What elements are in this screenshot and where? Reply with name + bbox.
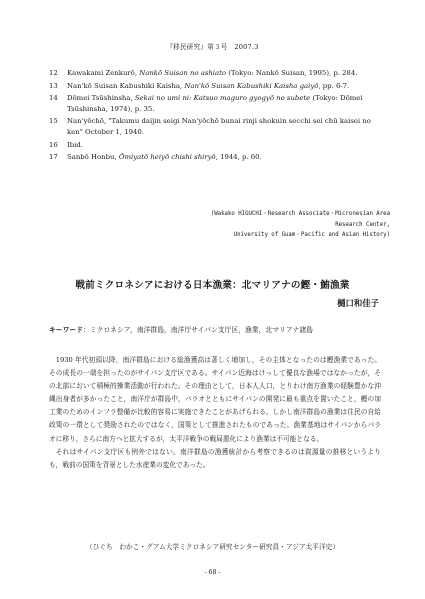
endnotes: [49, 68, 384, 163]
endnote-text: Nan'kō Suisan Kabushiki Kaisha,: [67, 81, 185, 90]
endnote-number: 16: [49, 140, 58, 149]
affiliation-line-2: University of Guam・Pacific and Asian History): [233, 232, 390, 238]
endnote-text: Sanbō Honbu,: [67, 153, 119, 162]
abstract-paragraph-1: 1930 年代初頭以降，南洋群島における総漁獲高は著しく増加し，その主体となったのは鰹漁業であった。その成長の一端を担ったのがサイパン支庁区である。サイパン近海はけっして優良な漁場ではなかったが，その北部において積極的操業活動が行われた。その理由として，日本人人口，とりわけ南方漁業の経験豊かな沖縄出身者が多かったこと，南洋庁が群島中，パラオとともにサイパンの開発に最も重点を置いたこと，鰹の加工業のためのインフラ整備が比較的容易に実施できたことがあげられる。しかし南洋群島の漁業は住民の自給政策の一環として奨励されたのではなく，国策として推進されたものであった。漁業基地はサイパンからパラオに移り，さらに南方へと拡大するが，太平洋戦争の戦局悪化により漁業は不可能となる。: [49, 356, 381, 443]
endnote-text: Kawakami Zenkurō,: [67, 69, 140, 77]
endnote-text: (Tokyo: Dōmei Tsūshinsha, 1974), p. 35.: [67, 94, 363, 113]
endnote-14: [49, 93, 384, 114]
endnote-number: 13: [49, 81, 58, 90]
keywords-label: キーワード: [49, 326, 83, 334]
abstract-body: [49, 354, 381, 472]
endnote-number: 14: [49, 94, 58, 103]
keywords: [49, 325, 384, 335]
endnote-title: Nan'kō Suisan Kabushiki Kaisha gaiyō: [184, 81, 319, 90]
endnote-number: 12: [49, 69, 58, 77]
author-affiliation-english: [190, 209, 390, 241]
endnote-15: [49, 116, 384, 137]
endnote-title: Sekai no umi ni: Katsuo maguro gyogyō no subete: [134, 94, 311, 103]
endnote-title: Nankō Suisan no ashiato: [139, 69, 227, 77]
author-affiliation-japanese: （ひぐち わかこ・グアム大学ミクロネシア研究センター研究員・アジア太平洋史）: [85, 543, 340, 551]
endnote-12: [49, 68, 384, 79]
endnote-title: Ōmiyatō heiyō chishi shiryō: [118, 153, 216, 162]
article-author: 樋口和佳子: [337, 298, 379, 308]
article-title: 戦前ミクロネシアにおける日本漁業：北マリアナの鰹・鮪漁業: [75, 280, 350, 291]
abstract-paragraph-2: それはサイパン支庁区も例外ではない。南洋群島の漁獲統計から考察できるのは資源量の推移というよりも，戦前の国策を背景とした水産業の変化であった。: [49, 447, 381, 469]
endnote-text: , 1944, p. 60.: [215, 153, 262, 162]
endnote-text: Nan'yōchō, "Takumu daijin seigi Nan'yōchō bunai rinji shokuin secchi sei chū kaisei no ken" October 1, 1940.: [67, 117, 371, 136]
running-header: 『移民研究』第３号 2007.3: [166, 43, 259, 51]
endnote-text: (Tokyo: Nankō Suisan, 1995), p. 284.: [226, 69, 358, 77]
affiliation-line-1: (Wakako HIGUCHI・Research Associate・Micronesian Area Research Center,: [210, 211, 390, 228]
endnote-number: 15: [49, 117, 58, 126]
endnote-number: 17: [49, 153, 58, 162]
endnote-17: [49, 152, 384, 163]
page-number: - 68 -: [204, 569, 221, 576]
endnote-16: [49, 140, 384, 151]
endnote-text: Ibid.: [67, 140, 83, 149]
endnote-text: , pp. 6-7.: [318, 81, 350, 90]
endnote-text: Dōmei Tsūshinsha,: [67, 94, 135, 103]
endnote-13: [49, 81, 384, 92]
keywords-text: ：ミクロネシア，南洋群島，南洋庁サイパン支庁区，漁業，北マリアナ諸島: [82, 326, 313, 334]
